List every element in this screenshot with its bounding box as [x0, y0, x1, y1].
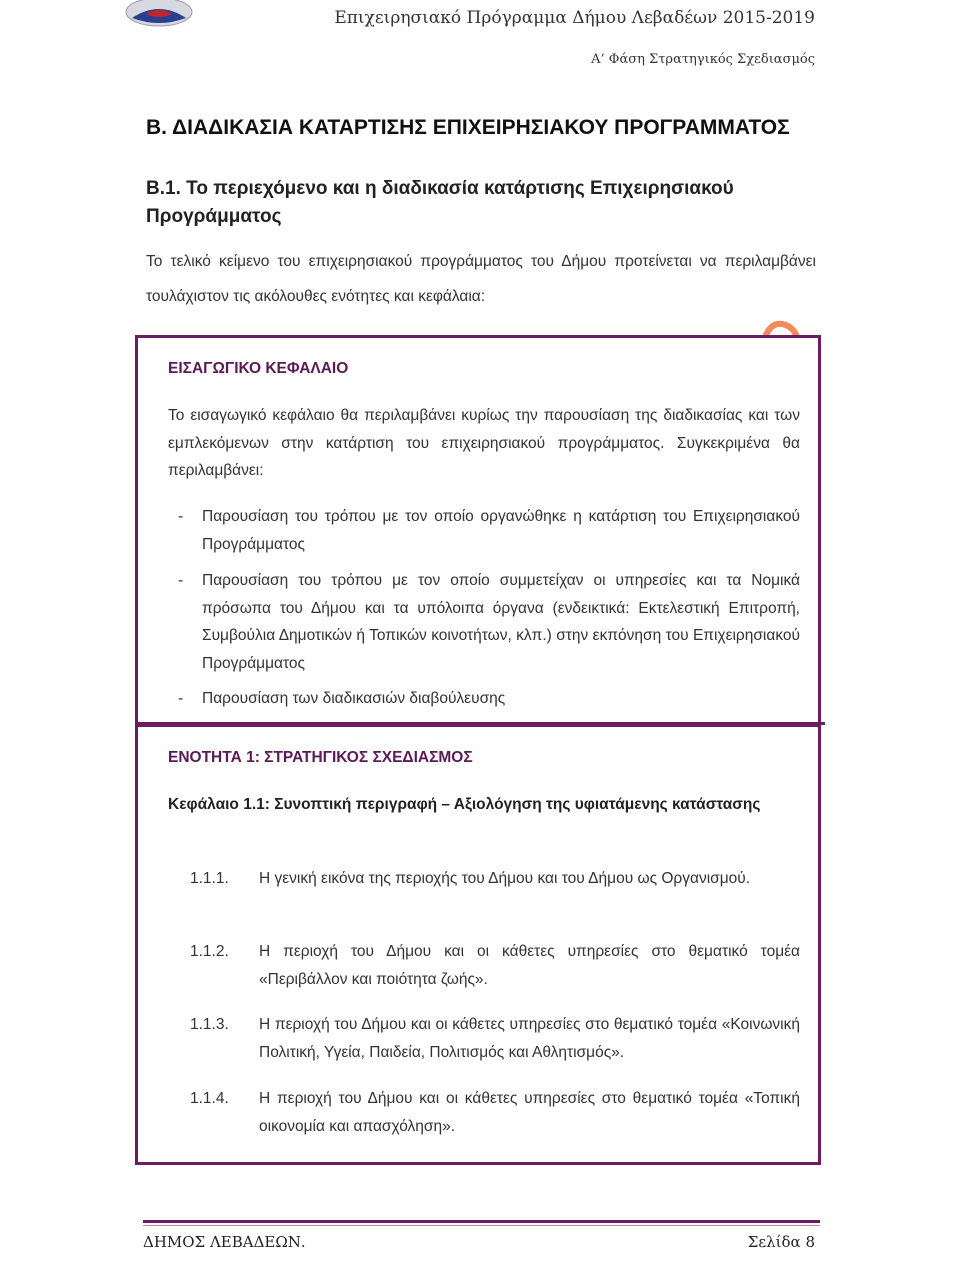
intro-chapter-paragraph: Το εισαγωγικό κεφάλαιο θα περιλαμβάνει κυρίως την παρουσίαση της διαδικασίας και των εμπλεκόμενων στην κατάρτιση του επιχειρησιακού προγράμματος. Συγκεκριμένα θα περιλαμβάνει: — [168, 407, 800, 479]
item-text: Η περιοχή του Δήμου και οι κάθετες υπηρεσίες στο θεματικό τομέα «Κοινωνική Πολιτική, Υγεία, Παιδεία, Πολιτισμός και Αθλητισμός». — [259, 1016, 800, 1061]
header-subtitle: Α’ Φάση Στρατηγικός Σχεδιασμός — [591, 52, 815, 67]
intro-chapter-title: ΕΙΣΑΓΩΓΙΚΟ ΚΕΦΑΛΑΙΟ — [168, 360, 349, 377]
bullet-dash: - — [178, 572, 184, 589]
item-number: 1.1.3. — [190, 1016, 229, 1033]
subsection-heading: Β.1. Το περιεχόμενο και η διαδικασία κατάρτισης Επιχειρησιακού Προγράμματος — [146, 178, 734, 227]
section-heading: Β. ΔΙΑΔΙΚΑΣΙΑ ΚΑΤΑΡΤΙΣΗΣ ΕΠΙΧΕΙΡΗΣΙΑΚΟΥ ΠΡΟΓΡΑΜΜΑΤΟΣ — [146, 116, 790, 139]
municipality-logo-icon — [124, 0, 194, 30]
item-number: 1.1.4. — [190, 1090, 229, 1107]
numbered-item — [190, 865, 800, 893]
header-title: Επιχειρησιακό Πρόγραμμα Δήμου Λεβαδέων 2015-2019 — [334, 8, 815, 28]
footer-rule — [143, 1220, 820, 1223]
numbered-item — [190, 938, 800, 993]
intro-paragraph: Το τελικό κείμενο του επιχειρησιακού προγράμματος του Δήμου προτείνεται να περιλαμβάνει τουλάχιστον τις ακόλουθες ενότητες και κεφάλαια: — [146, 253, 816, 305]
item-number: 1.1.1. — [190, 870, 229, 887]
numbered-item — [190, 1011, 800, 1066]
bullet-item — [178, 567, 800, 677]
chapter-heading: Κεφάλαιο 1.1: Συνοπτική περιγραφή – Αξιολόγηση της υφιατάμενης κατάστασης — [168, 796, 761, 813]
item-text: Η περιοχή του Δήμου και οι κάθετες υπηρεσίες στο θεματικό τομέα «Περιβάλλον και ποιότητα ζωής». — [259, 943, 800, 988]
bullet-text: Παρουσίαση των διαδικασιών διαβούλευσης — [202, 690, 506, 707]
page-number: Σελίδα 8 — [747, 1233, 815, 1251]
bullet-text: Παρουσίαση του τρόπου με τον οποίο συμμετείχαν οι υπηρεσίες και τα Νομικά πρόσωπα του Δήμου και τα υπόλοιπα όργανα (ενδεικτικά: Εκτελεστική Επιτροπή, Συμβούλια Δημοτικών ή Τοπικών κοινοτήτων, κλπ.) στην εκπόνηση του Επιχειρησιακού Προγράμματος — [202, 572, 800, 672]
item-text: Η γενική εικόνα της περιοχής του Δήμου και του Δήμου ως Οργανισμού. — [259, 870, 751, 887]
item-number: 1.1.2. — [190, 943, 229, 960]
item-text: Η περιοχή του Δήμου και οι κάθετες υπηρεσίες στο θεματικό τομέα «Τοπική οικονομία και απασχόληση». — [259, 1090, 800, 1135]
footer-rule-thin — [143, 1225, 820, 1226]
bullet-text: Παρουσίαση του τρόπου με τον οποίο οργανώθηκε η κατάρτιση του Επιχειρησιακού Προγράμματος — [202, 508, 800, 553]
bullet-item — [178, 503, 800, 558]
unit1-title: ΕΝΟΤΗΤΑ 1: ΣΤΡΑΤΗΓΙΚΟΣ ΣΧΕΔΙΑΣΜΟΣ — [168, 749, 473, 766]
bullet-dash: - — [178, 690, 184, 707]
bullet-item — [178, 685, 800, 713]
numbered-item — [190, 1085, 800, 1140]
bullet-dash: - — [178, 508, 184, 525]
footer-organization: ΔΗΜΟΣ ΛΕΒΑΔΕΩΝ. — [143, 1233, 306, 1251]
